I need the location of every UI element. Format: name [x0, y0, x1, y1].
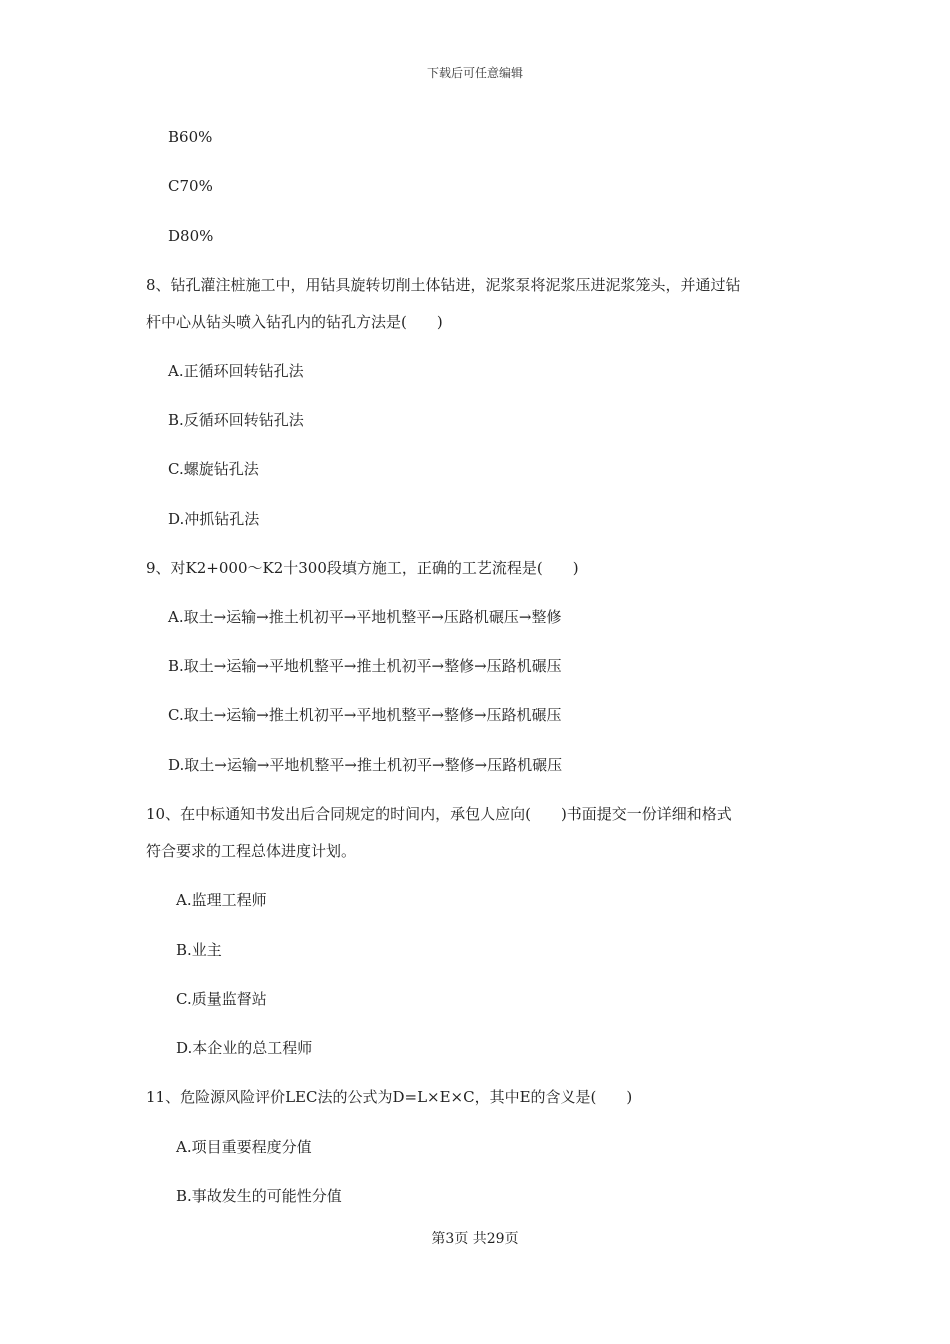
question-10-line-1: 10、在中标通知书发出后合同规定的时间内，承包人应向( )书面提交一份详细和格式 — [146, 805, 732, 823]
question-9-line-1: 9、对K2+000～K2十300段填方施工，正确的工艺流程是( ) — [146, 559, 579, 577]
question-11-line-1: 11、危险源风险评价LEC法的公式为D=L×E×C，其中E的含义是( ) — [146, 1088, 633, 1106]
option-line: C.螺旋钻孔法 — [168, 460, 259, 478]
option-line: D.本企业的总工程师 — [176, 1039, 313, 1057]
option-line: D.取土→运输→平地机整平→推土机初平→整修→压路机碾压 — [168, 756, 563, 774]
option-line: C.取土→运输→推土机初平→平地机整平→整修→压路机碾压 — [168, 706, 562, 724]
option-line: D80% — [168, 227, 214, 245]
question-8-line-2: 杆中心从钻头喷入钻孔内的钻孔方法是( ) — [146, 313, 443, 331]
option-line: A.取土→运输→推土机初平→平地机整平→压路机碾压→整修 — [168, 608, 562, 626]
option-line: A.项目重要程度分值 — [176, 1138, 312, 1156]
option-line: B.业主 — [176, 941, 222, 959]
option-line: B60% — [168, 128, 213, 146]
page-footer: 第3页 共29页 — [431, 1231, 519, 1247]
option-line: C.质量监督站 — [176, 990, 267, 1008]
question-10-line-2: 符合要求的工程总体进度计划。 — [146, 842, 357, 860]
option-line: B.取土→运输→平地机整平→推土机初平→整修→压路机碾压 — [168, 657, 562, 675]
option-line: B.事故发生的可能性分值 — [176, 1187, 342, 1205]
option-line: A.监理工程师 — [176, 891, 267, 909]
option-line: A.正循环回转钻孔法 — [168, 362, 304, 380]
option-line: D.冲抓钻孔法 — [168, 510, 260, 528]
question-8-line-1: 8、钻孔灌注桩施工中，用钻具旋转切削土体钻进，泥浆泵将泥浆压进泥浆笼头，并通过钻 — [146, 276, 741, 294]
page-header: 下载后可任意编辑 — [426, 66, 523, 80]
option-line: C70% — [168, 177, 213, 195]
option-line: B.反循环回转钻孔法 — [168, 411, 304, 429]
